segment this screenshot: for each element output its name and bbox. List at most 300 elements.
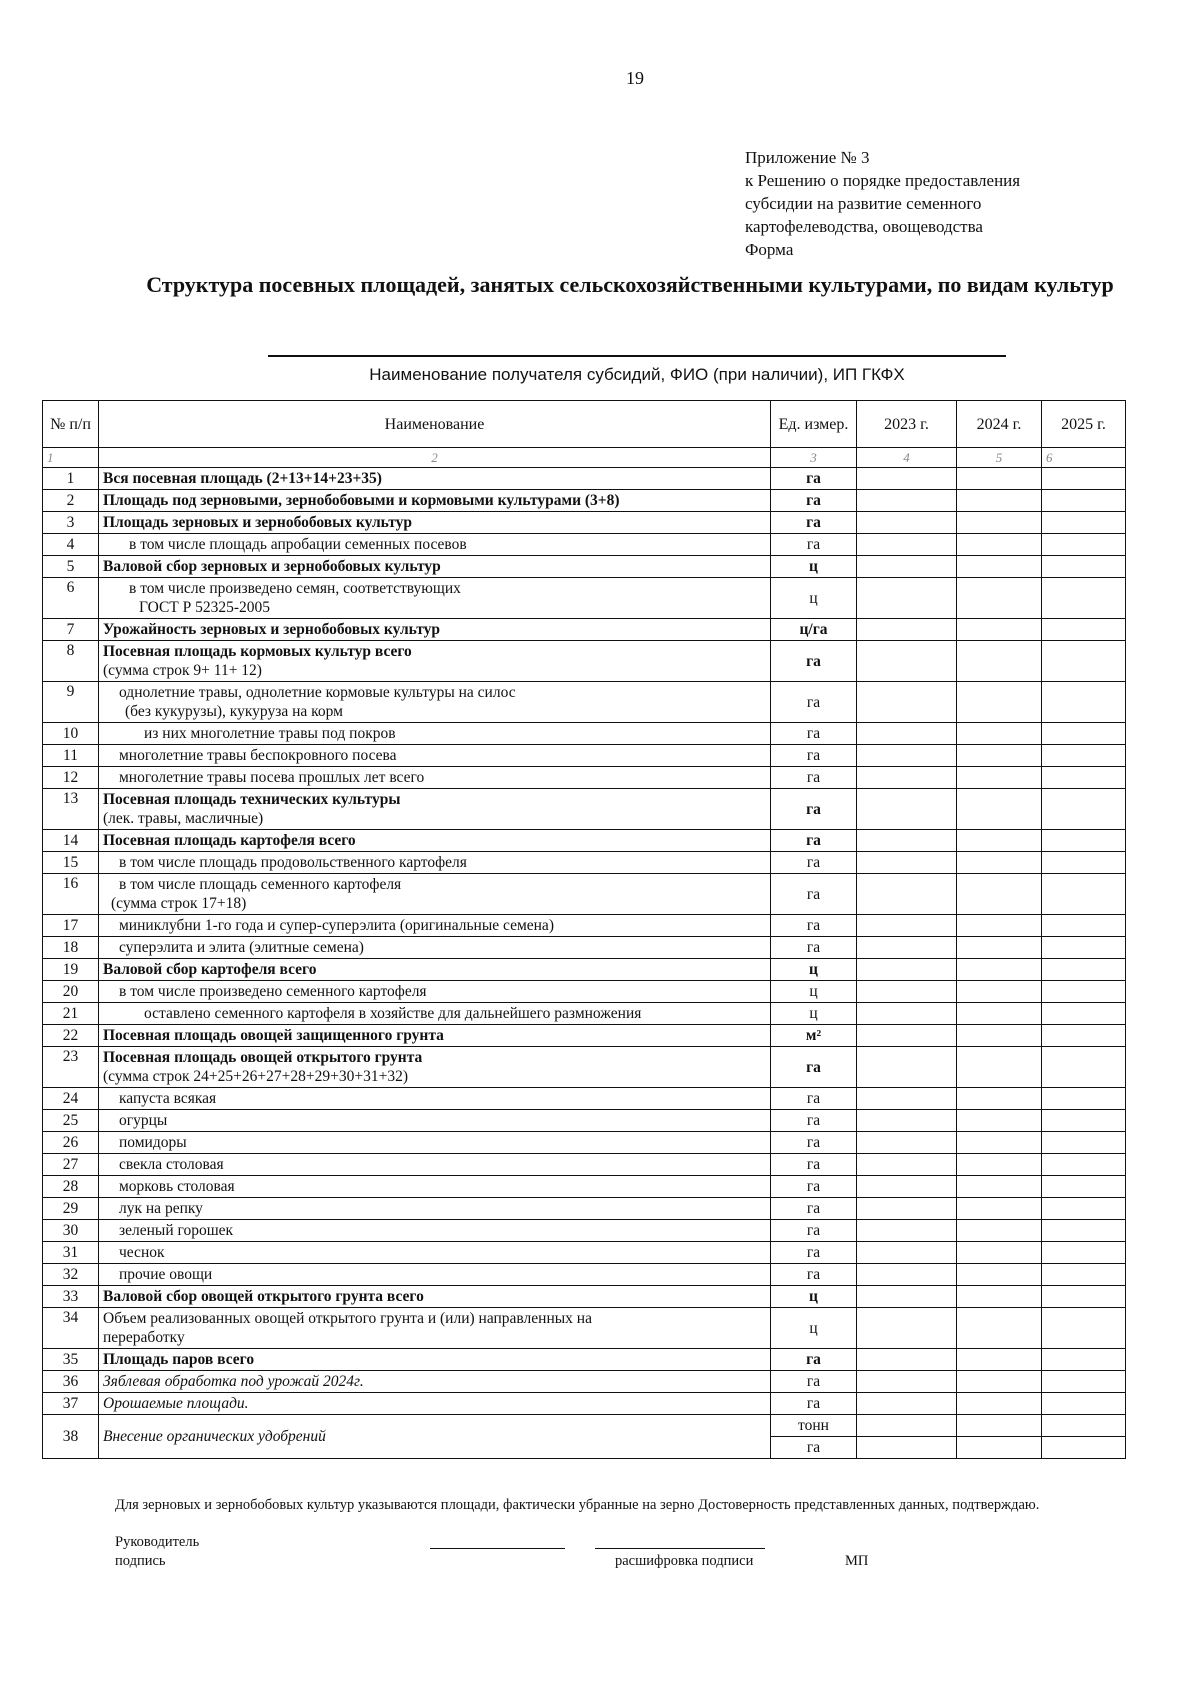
value-cell-2024[interactable] [957,1415,1042,1437]
row-number: 27 [43,1154,99,1176]
value-cell-2023[interactable] [857,1242,957,1264]
table-row [43,1349,1126,1371]
table-row [43,556,1126,578]
value-cell-2024[interactable] [957,682,1042,723]
row-name: Внесение органических удобрений [99,1415,771,1459]
signature-label: подпись [115,1553,166,1569]
row-name [99,682,771,723]
value-cell-2023[interactable] [857,745,957,767]
row-name-line: ГОСТ Р 52325-2005 [139,599,271,616]
row-unit: га [771,723,857,745]
value-cell-2023[interactable] [857,1003,957,1025]
table-row [43,682,1126,723]
header-2025: 2025 г. [1042,401,1126,448]
table-row [43,641,1126,682]
value-cell-2025[interactable] [1042,1242,1126,1264]
row-number: 36 [43,1371,99,1393]
value-cell-2023[interactable] [857,556,957,578]
table-row [43,723,1126,745]
value-cell-2024[interactable] [957,1198,1042,1220]
value-cell-2024[interactable] [957,512,1042,534]
value-cell-2023[interactable] [857,915,957,937]
row-name: оставлено семенного картофеля в хозяйстве для дальнейшего размножения [99,1003,771,1025]
row-name: Площадь паров всего [99,1349,771,1371]
value-cell-2024[interactable] [957,1047,1042,1088]
value-cell-2025[interactable] [1042,1154,1126,1176]
value-cell-2024[interactable] [957,1286,1042,1308]
row-name: в том числе площадь апробации семенных посевов [99,534,771,556]
row-unit: га [771,512,857,534]
value-cell-2025[interactable] [1042,1349,1126,1371]
value-cell-2023[interactable] [857,767,957,789]
row-name: многолетние травы посева прошлых лет всего [99,767,771,789]
value-cell-2025[interactable] [1042,578,1126,619]
value-cell-2025[interactable] [1042,852,1126,874]
row-number: 7 [43,619,99,641]
value-cell-2023[interactable] [857,723,957,745]
row-name [99,578,771,619]
value-cell-2025[interactable] [1042,1110,1126,1132]
value-cell-2023[interactable] [857,1371,957,1393]
document-title: Структура посевных площадей, занятых сельскохозяйственными культурами, по видам культур [146,272,1114,297]
value-cell-2023[interactable] [857,1088,957,1110]
row-number: 35 [43,1349,99,1371]
value-cell-2025[interactable] [1042,682,1126,723]
value-cell-2025[interactable] [1042,1132,1126,1154]
row-number: 4 [43,534,99,556]
header-name: Наименование [99,401,771,448]
value-cell-2023[interactable] [857,512,957,534]
row-unit: га [771,1437,857,1459]
row-unit: ц [771,959,857,981]
form-table [42,400,1126,1459]
header-unit: Ед. измер. [771,401,857,448]
value-cell-2025[interactable] [1042,830,1126,852]
value-cell-2025[interactable] [1042,1176,1126,1198]
row-name: Площадь зерновых и зернобобовых культур [99,512,771,534]
appendix-block [745,146,1020,261]
value-cell-2025[interactable] [1042,1308,1126,1349]
row-number: 9 [43,682,99,723]
row-name [99,874,771,915]
value-cell-2025[interactable] [1042,1437,1126,1459]
recipient-fill-line[interactable] [268,355,1006,357]
row-number: 15 [43,852,99,874]
value-cell-2023[interactable] [857,1308,957,1349]
value-cell-2024[interactable] [957,534,1042,556]
row-name-line: (сумма строк 24+25+26+27+28+29+30+31+32) [103,1068,408,1085]
table-row [43,1393,1126,1415]
row-unit: га [771,915,857,937]
row-number: 3 [43,512,99,534]
row-name: капуста всякая [99,1088,771,1110]
row-number: 38 [43,1415,99,1459]
footnote: Для зерновых и зернобобовых культур указываются площади, фактически убранные на зерно Достоверность представленных данных, подтверждаю. [115,1497,1040,1513]
value-cell-2025[interactable] [1042,1415,1126,1437]
row-number: 10 [43,723,99,745]
row-name-line: Посевная площадь овощей открытого грунта [103,1049,423,1066]
value-cell-2025[interactable] [1042,767,1126,789]
row-name-line: (лек. травы, масличные) [103,810,264,827]
col-index: 4 [857,448,957,468]
row-name-line: Посевная площадь технических культуры [103,791,401,808]
value-cell-2024[interactable] [957,937,1042,959]
row-name [99,641,771,682]
table-row [43,767,1126,789]
row-name: Посевная площадь картофеля всего [99,830,771,852]
value-cell-2025[interactable] [1042,619,1126,641]
row-name: суперэлита и элита (элитные семена) [99,937,771,959]
signature-head-label: Руководитель [115,1534,200,1550]
value-cell-2023[interactable] [857,641,957,682]
value-cell-2023[interactable] [857,1176,957,1198]
value-cell-2023[interactable] [857,1198,957,1220]
row-name: лук на репку [99,1198,771,1220]
row-unit: га [771,1110,857,1132]
row-unit: га [771,874,857,915]
table-row [43,959,1126,981]
table-row [43,1308,1126,1349]
value-cell-2025[interactable] [1042,874,1126,915]
value-cell-2024[interactable] [957,1132,1042,1154]
value-cell-2024[interactable] [957,1393,1042,1415]
value-cell-2023[interactable] [857,852,957,874]
value-cell-2023[interactable] [857,682,957,723]
row-unit: ц/га [771,619,857,641]
row-unit: га [771,1349,857,1371]
row-number: 2 [43,490,99,512]
row-unit: га [771,490,857,512]
table-row [43,1110,1126,1132]
row-unit: га [771,745,857,767]
value-cell-2025[interactable] [1042,1025,1126,1047]
value-cell-2024[interactable] [957,578,1042,619]
value-cell-2025[interactable] [1042,1003,1126,1025]
table-row [43,981,1126,1003]
table-row [43,745,1126,767]
value-cell-2023[interactable] [857,1110,957,1132]
value-cell-2023[interactable] [857,1437,957,1459]
value-cell-2024[interactable] [957,745,1042,767]
value-cell-2024[interactable] [957,490,1042,512]
row-name: помидоры [99,1132,771,1154]
value-cell-2025[interactable] [1042,723,1126,745]
column-index-row [43,448,1126,468]
value-cell-2023[interactable] [857,1154,957,1176]
row-number: 20 [43,981,99,1003]
row-name: миниклубни 1-го года и супер-суперэлита (оригинальные семена) [99,915,771,937]
col-index: 2 [99,448,771,468]
value-cell-2023[interactable] [857,830,957,852]
value-cell-2025[interactable] [1042,556,1126,578]
table-row [43,830,1126,852]
value-cell-2023[interactable] [857,959,957,981]
row-number: 28 [43,1176,99,1198]
row-unit: га [771,1242,857,1264]
value-cell-2025[interactable] [1042,789,1126,830]
row-name-line: (сумма строк 9+ 11+ 12) [103,662,262,679]
row-name: Посевная площадь овощей защищенного грунта [99,1025,771,1047]
row-name: в том числе площадь продовольственного картофеля [99,852,771,874]
row-unit: га [771,830,857,852]
table-row [43,874,1126,915]
table-row [43,619,1126,641]
row-name-line: Объем реализованных овощей открытого грунта и (или) направленных на [103,1310,592,1327]
value-cell-2025[interactable] [1042,937,1126,959]
row-name: Валовой сбор зерновых и зернобобовых культур [99,556,771,578]
row-number: 12 [43,767,99,789]
row-name-line: (сумма строк 17+18) [111,895,247,912]
row-number: 26 [43,1132,99,1154]
value-cell-2024[interactable] [957,723,1042,745]
value-cell-2023[interactable] [857,981,957,1003]
value-cell-2023[interactable] [857,1286,957,1308]
value-cell-2025[interactable] [1042,1393,1126,1415]
row-name: прочие овощи [99,1264,771,1286]
table-row [43,1025,1126,1047]
row-name: в том числе произведено семенного картофеля [99,981,771,1003]
row-name: Площадь под зерновыми, зернобобовыми и кормовыми культурами (3+8) [99,490,771,512]
value-cell-2024[interactable] [957,1088,1042,1110]
table-row [43,1198,1126,1220]
table-row [43,1047,1126,1088]
value-cell-2024[interactable] [957,981,1042,1003]
value-cell-2023[interactable] [857,1349,957,1371]
row-number: 17 [43,915,99,937]
row-number: 5 [43,556,99,578]
value-cell-2023[interactable] [857,1264,957,1286]
row-number: 37 [43,1393,99,1415]
row-unit: га [771,852,857,874]
row-number: 18 [43,937,99,959]
row-number: 23 [43,1047,99,1088]
value-cell-2023[interactable] [857,1047,957,1088]
table-row [43,1286,1126,1308]
value-cell-2024[interactable] [957,852,1042,874]
table-header-row [43,401,1126,448]
value-cell-2024[interactable] [957,1308,1042,1349]
value-cell-2023[interactable] [857,1132,957,1154]
row-unit: га [771,1393,857,1415]
table-row [43,1003,1126,1025]
value-cell-2024[interactable] [957,1437,1042,1459]
value-cell-2025[interactable] [1042,959,1126,981]
row-name-line: однолетние травы, однолетние кормовые культуры на силос [119,684,516,701]
appendix-line: Приложение № 3 [745,148,870,167]
row-number: 34 [43,1308,99,1349]
row-number: 1 [43,468,99,490]
row-unit: га [771,1198,857,1220]
value-cell-2023[interactable] [857,937,957,959]
row-number: 22 [43,1025,99,1047]
value-cell-2023[interactable] [857,619,957,641]
row-name-line: (без кукурузы), кукуруза на корм [125,703,343,720]
row-number: 32 [43,1264,99,1286]
row-number: 24 [43,1088,99,1110]
table-row [43,937,1126,959]
value-cell-2025[interactable] [1042,1371,1126,1393]
header-2023: 2023 г. [857,401,957,448]
row-unit: га [771,1176,857,1198]
row-name-line: переработку [103,1329,185,1346]
row-name-line: в том числе произведено семян, соответствующих [129,580,461,597]
value-cell-2025[interactable] [1042,1286,1126,1308]
value-cell-2025[interactable] [1042,981,1126,1003]
row-name: свекла столовая [99,1154,771,1176]
value-cell-2024[interactable] [957,1176,1042,1198]
row-number: 6 [43,578,99,619]
value-cell-2024[interactable] [957,959,1042,981]
row-name: огурцы [99,1110,771,1132]
row-unit: ц [771,981,857,1003]
row-number: 14 [43,830,99,852]
row-unit: га [771,1371,857,1393]
value-cell-2023[interactable] [857,1393,957,1415]
value-cell-2024[interactable] [957,767,1042,789]
row-unit: га [771,789,857,830]
value-cell-2024[interactable] [957,468,1042,490]
row-name: Валовой сбор овощей открытого грунта всего [99,1286,771,1308]
row-number: 11 [43,745,99,767]
value-cell-2023[interactable] [857,1415,957,1437]
row-unit: га [771,1220,857,1242]
value-cell-2024[interactable] [957,1154,1042,1176]
value-cell-2023[interactable] [857,789,957,830]
row-number: 8 [43,641,99,682]
row-unit: га [771,1132,857,1154]
value-cell-2025[interactable] [1042,512,1126,534]
value-cell-2024[interactable] [957,915,1042,937]
header-num: № п/п [43,401,99,448]
value-cell-2025[interactable] [1042,1047,1126,1088]
value-cell-2023[interactable] [857,468,957,490]
table-row [43,852,1126,874]
row-unit: ц [771,556,857,578]
row-unit: тонн [771,1415,857,1437]
value-cell-2024[interactable] [957,874,1042,915]
row-name: чеснок [99,1242,771,1264]
value-cell-2025[interactable] [1042,1088,1126,1110]
row-name [99,789,771,830]
table-row [43,789,1126,830]
row-name-line: в том числе площадь семенного картофеля [119,876,402,893]
stamp-label: МП [845,1553,869,1569]
value-cell-2025[interactable] [1042,468,1126,490]
row-unit: га [771,1154,857,1176]
row-name: из них многолетние травы под покров [99,723,771,745]
row-number: 33 [43,1286,99,1308]
row-name: Урожайность зерновых и зернобобовых культур [99,619,771,641]
value-cell-2025[interactable] [1042,534,1126,556]
value-cell-2024[interactable] [957,830,1042,852]
row-name: Зяблевая обработка под урожай 2024г. [99,1371,771,1393]
value-cell-2024[interactable] [957,1025,1042,1047]
recipient-label: Наименование получателя субсидий, ФИО (при наличии), ИП ГКФХ [369,365,905,384]
value-cell-2024[interactable] [957,1371,1042,1393]
row-name: морковь столовая [99,1176,771,1198]
signature-decoding-line[interactable] [595,1548,765,1549]
table-row [43,915,1126,937]
table-row [43,534,1126,556]
row-name-line: Посевная площадь кормовых культур всего [103,643,412,660]
value-cell-2025[interactable] [1042,1198,1126,1220]
row-number: 16 [43,874,99,915]
row-unit: ц [771,1286,857,1308]
row-unit: ц [771,1003,857,1025]
row-unit: га [771,767,857,789]
value-cell-2023[interactable] [857,874,957,915]
value-cell-2025[interactable] [1042,641,1126,682]
table-row [43,490,1126,512]
col-index: 6 [1042,448,1126,468]
value-cell-2024[interactable] [957,1110,1042,1132]
value-cell-2024[interactable] [957,619,1042,641]
row-number: 21 [43,1003,99,1025]
value-cell-2023[interactable] [857,534,957,556]
table-row [43,1371,1126,1393]
row-name: многолетние травы беспокровного посева [99,745,771,767]
value-cell-2024[interactable] [957,641,1042,682]
signature-line[interactable] [430,1548,565,1549]
value-cell-2023[interactable] [857,1025,957,1047]
value-cell-2024[interactable] [957,1003,1042,1025]
row-unit: га [771,1264,857,1286]
form-label: Форма [745,240,794,259]
row-unit: ц [771,578,857,619]
value-cell-2023[interactable] [857,578,957,619]
col-index: 3 [771,448,857,468]
row-name [99,1308,771,1349]
row-number: 29 [43,1198,99,1220]
table-row [43,1415,1126,1437]
table-row [43,512,1126,534]
appendix-line: картофелеводства, овощеводства [745,217,983,236]
table-row [43,1264,1126,1286]
header-2024: 2024 г. [957,401,1042,448]
value-cell-2023[interactable] [857,1220,957,1242]
page-number: 19 [626,68,644,88]
value-cell-2025[interactable] [1042,1264,1126,1286]
value-cell-2024[interactable] [957,1264,1042,1286]
row-name: зеленый горошек [99,1220,771,1242]
table-row [43,578,1126,619]
col-index: 5 [957,448,1042,468]
table-row [43,1220,1126,1242]
value-cell-2024[interactable] [957,1349,1042,1371]
value-cell-2025[interactable] [1042,490,1126,512]
table-row [43,1176,1126,1198]
table-row [43,1132,1126,1154]
value-cell-2023[interactable] [857,490,957,512]
value-cell-2025[interactable] [1042,1220,1126,1242]
row-unit: га [771,468,857,490]
value-cell-2024[interactable] [957,556,1042,578]
col-index: 1 [43,448,99,468]
row-unit: га [771,641,857,682]
value-cell-2025[interactable] [1042,915,1126,937]
row-unit: га [771,682,857,723]
value-cell-2024[interactable] [957,789,1042,830]
row-number: 30 [43,1220,99,1242]
table-row [43,1088,1126,1110]
row-name: Вся посевная площадь (2+13+14+23+35) [99,468,771,490]
row-number: 19 [43,959,99,981]
row-number: 13 [43,789,99,830]
value-cell-2024[interactable] [957,1220,1042,1242]
row-number: 31 [43,1242,99,1264]
value-cell-2025[interactable] [1042,745,1126,767]
value-cell-2024[interactable] [957,1242,1042,1264]
